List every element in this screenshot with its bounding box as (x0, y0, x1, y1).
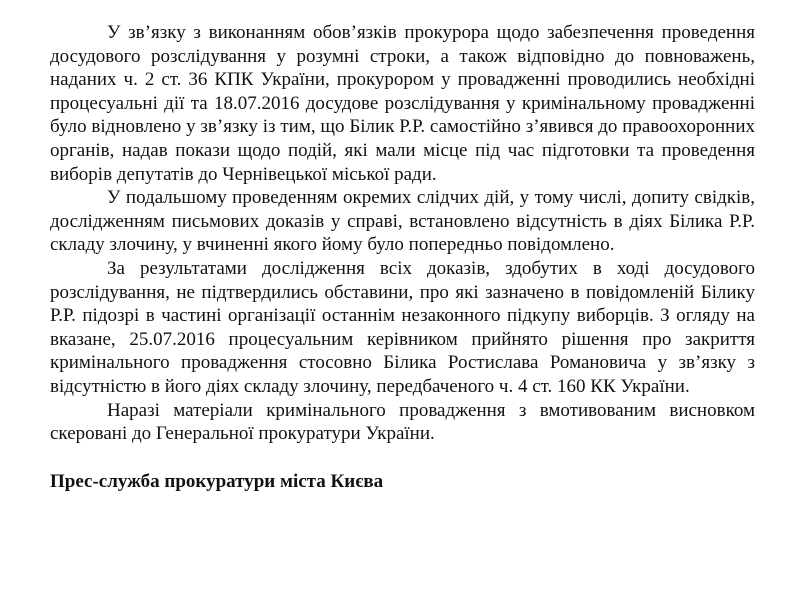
paragraph-renewal: У зв’язку з виконанням обов’язків прокурора щодо забезпечення проведення досудового розслідування у розумні строки, а також відповідно до повноважень, наданих ч. 2 ст. 36 КПК України, прокурором у провадженні проводились необхідні процесуальні дії та 18.07.2016 досудове розслідування у кримінальному провадженні було відновлено у зв’язку із тим, що Білик Р.Р. самостійно з’явився до правоохоронних органів, надав покази щодо подій, які мали місце під час підготовки та проведення виборів депутатів до Чернівецької міської ради. (50, 22, 755, 185)
press-service-signature: Прес-служба прокуратури міста Києва (50, 470, 384, 492)
document-body (50, 21, 755, 493)
paragraph-referral: Наразі матеріали кримінального провадження з вмотивованим висновком скеровані до Генеральної прокуратури України. (50, 399, 755, 445)
paragraph-closure: За результатами дослідження всіх доказів, здобутих в ході досудового розслідування, не підтвердились обставини, про які зазначено в повідомленій Білику Р.Р. підозрі в частині організації останнім незаконного підкупу виборців. З огляду на вказане, 25.07.2016 процесуальним керівником прийнято рішення про закриття кримінального провадження стосовно Білика Ростислава Романовича у зв’язку з відсутністю в його діях складу злочину, передбаченого ч. 4 ст. 160 КК України. (50, 257, 755, 397)
paragraph-investigation: У подальшому проведенням окремих слідчих дій, у тому числі, допиту свідків, дослідженням письмових доказів у справі, встановлено відсутність в діях Білика Р.Р. складу злочину, у вчиненні якого йому було попередньо повідомлено. (50, 187, 755, 256)
